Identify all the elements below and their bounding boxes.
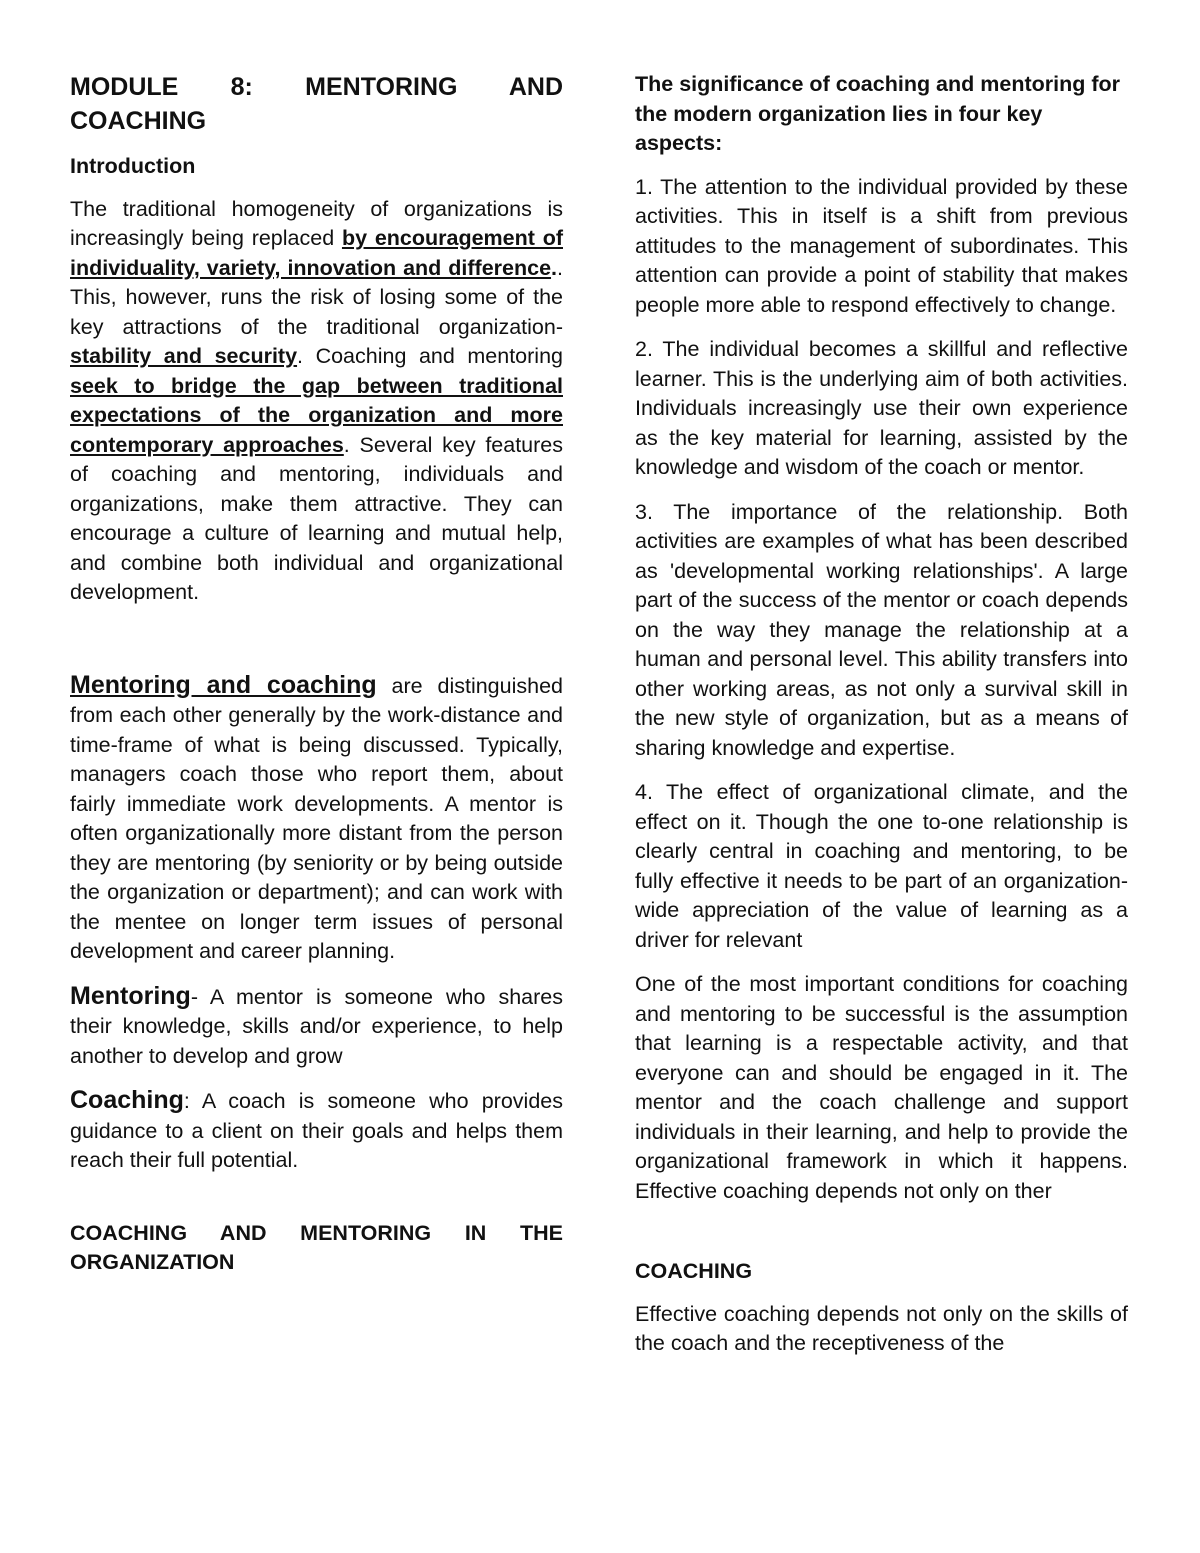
section-gap xyxy=(635,1221,1128,1257)
section-gap xyxy=(70,623,563,671)
left-column xyxy=(70,70,563,1293)
coaching-term: Coaching xyxy=(70,1086,184,1114)
aspect-3-paragraph: 3. The importance of the relationship. Both activities are examples of what has been described as 'developmental working relationships'. A large part of the success of the mentor or coach depends on the way they manage the relationship at a human and personal level. This ability transfers into other working areas, as not only a survival skill in the new style of organization, but as a means of sharing knowledge and expertise. xyxy=(635,499,1128,760)
right-column xyxy=(635,70,1128,1374)
introduction-paragraph xyxy=(70,195,563,608)
intro-text-1: The traditional homogeneity of organizations is increasingly being replaced xyxy=(70,196,563,250)
mentoring-text: - A mentor is someone who shares their knowledge, skills and/or experience, to help another to develop and grow xyxy=(70,984,563,1068)
aspect-1-paragraph: 1. The attention to the individual provided by these activities. This in itself is a shift from previous attitudes to the management of subordinates. This attention can provide a point of stability that makes people more able to respond effectively to change. xyxy=(635,174,1128,317)
introduction-heading: Introduction xyxy=(70,154,196,178)
intro-text-2: . This, however, runs the risk of losing some of the key attractions of the traditional organization- xyxy=(70,255,563,339)
aspect-2-paragraph: 2. The individual becomes a skillful and reflective learner. This is the underlying aim of both activities. Individuals increasingly use their own experience as the key material for learning, assisted by the knowledge and wisdom of the coach or mentor. xyxy=(635,337,1128,479)
mentoring-definition xyxy=(70,982,563,1072)
significance-heading: The significance of coaching and mentoring for the modern organization lies in four key aspects: xyxy=(635,72,1120,155)
mentoring-term: Mentoring xyxy=(70,981,191,1010)
section-gap xyxy=(70,1191,563,1219)
intro-text-3: . Coaching and mentoring xyxy=(297,344,563,368)
coaching-heading: COACHING xyxy=(635,1259,753,1283)
coaching-definition xyxy=(70,1086,563,1176)
conditions-paragraph: One of the most important conditions for coaching and mentoring to be successful is the assumption that learning is a respectable activity, and that everyone can and should be engaged in it. The mentor and the coach challenge and support individuals in their learning, and help to provide the organizational framework in which it happens. Effective coaching depends not only on ther xyxy=(635,972,1128,1203)
intro-text-4: . Several key features of coaching and mentoring, individuals and organizations, make them attractive. They can encourage a culture of learning and mutual help, and combine both individual and organizational development. xyxy=(70,432,564,604)
intro-emphasis-3: seek to bridge the gap between traditional expectations of the organization and more contemporary approaches xyxy=(70,373,563,457)
mentoring-coaching-paragraph xyxy=(70,671,563,967)
mentoring-coaching-text: are distinguished from each other generally by the work-distance and time-frame of what is being discussed. Typically, managers coach those who report them, about fairly immediate work developments. A mentor is often organizationally more distant from the person they are mentoring (by seniority or by being outside the organization or department); and can work with the mentee on longer term issues of personal development and career planning. xyxy=(70,673,563,963)
aspect-4-paragraph: 4. The effect of organizational climate, and the effect on it. Though the one to-one relationship is clearly central in coaching and mentoring, to be fully effective it needs to be part of an organization-wide appreciation of the value of learning as a driver for relevant xyxy=(635,780,1128,952)
mentoring-coaching-term: Mentoring and coaching xyxy=(70,670,377,699)
coaching-paragraph: Effective coaching depends not only on the skills of the coach and the receptiveness of the xyxy=(635,1301,1128,1355)
module-title: MODULE 8: MENTORING AND COACHING xyxy=(70,73,563,135)
intro-emphasis-1: by encouragement of individuality, variety, innovation and difference xyxy=(70,226,563,280)
intro-period: . xyxy=(551,255,558,280)
intro-emphasis-2: stability and security xyxy=(70,344,298,368)
coaching-text: : A coach is someone who provides guidance to a client on their goals and helps them reach their full potential. xyxy=(70,1089,563,1172)
organization-heading: COACHING AND MENTORING IN THE ORGANIZATION xyxy=(70,1220,563,1274)
